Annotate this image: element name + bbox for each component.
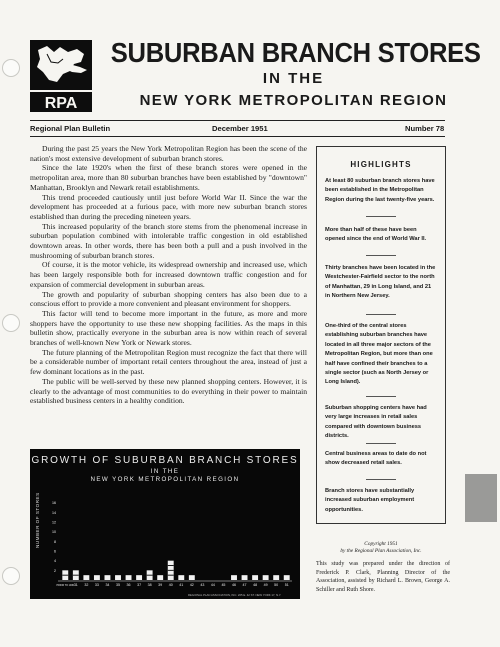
issue-date: December 1951 xyxy=(212,124,268,133)
y-tick-label: 2 xyxy=(54,568,56,573)
x-tick-label: 36 xyxy=(126,583,131,587)
meta-rule-top xyxy=(30,120,445,121)
chart-bar xyxy=(105,575,111,580)
growth-chart xyxy=(30,449,300,599)
highlight-item: Central business areas to date do not show decreased retail sales. xyxy=(325,451,427,467)
chart-bar xyxy=(273,575,279,580)
y-tick-label: 6 xyxy=(54,549,56,554)
x-tick-label: PRIOR TO 1930 xyxy=(56,584,74,587)
chart-bar xyxy=(136,575,142,580)
chart-subtitle: IN THE xyxy=(150,468,180,475)
binder-hole-bottom xyxy=(2,567,20,585)
x-tick-label: 48 xyxy=(253,583,258,587)
x-tick-label: 40 xyxy=(168,583,173,587)
highlight-divider xyxy=(366,216,396,217)
copyright-line: Copyright 1951 xyxy=(364,541,398,547)
x-tick-label: 51 xyxy=(284,583,289,587)
chart-bar xyxy=(284,575,290,580)
copyright xyxy=(316,541,446,555)
body-paragraph: Since the late 1920's when the first of these branch stores were opened in the metropolitan area, more than 80 suburban branches have been established by "downtown" Manhattan, Brooklyn and Newark retail establishments. xyxy=(30,163,307,192)
x-tick-label: 34 xyxy=(105,583,110,587)
binder-hole-top xyxy=(2,59,20,77)
x-tick-label: 49 xyxy=(263,583,268,587)
x-tick-label: 47 xyxy=(242,583,247,587)
chart-subtitle: NEW YORK METROPOLITAN REGION xyxy=(90,476,240,483)
binder-hole-middle xyxy=(2,314,20,332)
body-paragraph: This factor will tend to become more important in the future, as more and more shoppers have the opportunity to use these new shopping facilities. As the maps in this bulletin show, practically everyone in the suburban area is now within reach of several branches of well-known New York or Newark stores. xyxy=(30,308,307,348)
y-tick-label: 16 xyxy=(52,501,56,506)
x-tick-label: 43 xyxy=(200,583,205,587)
publication-name: Regional Plan Bulletin xyxy=(30,124,111,133)
x-tick-label: 42 xyxy=(189,583,194,587)
body-paragraph: The growth and popularity of suburban shopping centers has also been due to a conscious effort to provide a more convenient and pleasant environment for shoppers. xyxy=(30,289,307,309)
chart-bar xyxy=(242,575,248,580)
logo-text: RPA xyxy=(44,95,78,112)
body-text xyxy=(30,144,307,406)
highlight-item: Thirty branches have been located in the Westchester-Fairfield sector to the north of Manhattan, 29 in Long Island, and 21 in Northern New Jersey. xyxy=(325,265,436,300)
x-tick-label: 39 xyxy=(158,583,163,587)
chart-bar xyxy=(178,575,184,580)
body-paragraph: The public will be well-served by these new planned shopping centers. However, it is clearly to the advantage of most communities to do everything in their power to maintain established business centers in a healthy condition. xyxy=(30,376,307,406)
credit-note: This study was prepared under the direction of Frederick P. Clark, Planning Director of the Association, assisted by Richard L. Brown, George A. Schiller and Ruth Shore. xyxy=(316,561,450,593)
index-tab xyxy=(465,474,497,522)
highlight-item: At least 80 suburban branch stores have been established in the Metropolitan Region during the last twenty-five years. xyxy=(325,178,435,203)
x-tick-label: 32 xyxy=(84,583,89,587)
title-line-2: IN THE xyxy=(262,70,325,87)
x-tick-label: 37 xyxy=(137,583,142,587)
title-line-3: NEW YORK METROPOLITAN REGION xyxy=(139,92,448,109)
highlight-item: One-third of the central stores establishing suburban branches have located in all three major sectors of the Metropolitan Region, but more than one half have confined their branches to a single sector (such as North Jersey or Long Island). xyxy=(325,323,433,386)
x-tick-label: 44 xyxy=(210,583,215,587)
chart-y-axis-label: NUMBER OF STORES xyxy=(35,492,40,548)
y-tick-label: 14 xyxy=(52,510,56,515)
chart-bar xyxy=(126,575,132,580)
x-tick-label: 46 xyxy=(232,583,236,587)
x-tick-label: 31 xyxy=(73,583,78,587)
meta-rule-bottom xyxy=(30,136,445,137)
chart-bar xyxy=(189,575,195,580)
highlight-divider xyxy=(366,396,396,397)
x-tick-label: 41 xyxy=(179,583,184,587)
issue-number: Number 78 xyxy=(405,124,445,133)
y-tick-label: 8 xyxy=(54,539,56,544)
body-paragraph: The future planning of the Metropolitan Region must recognize the fact that there will be a considerable number of important retail centers throughout the area, instead of just a few dominant locations as in the past. xyxy=(30,347,307,377)
y-tick-label: 10 xyxy=(52,530,56,535)
highlight-item: Suburban shopping centers have had very large increases in retail sales compared with downtown business districts. xyxy=(325,405,427,440)
page-title: SUBURBAN BRANCH STORES xyxy=(110,37,481,68)
body-paragraph: This trend proceeded cautiously until just before World War II. Since the war the development has proceeded at a furious pace, with more new suburban branch stores established than during the preceding nineteen years. xyxy=(30,192,307,221)
body-paragraph: During the past 25 years the New York Metropolitan Region has been the scene of the nation's most extensive development of suburban branch stores. xyxy=(30,144,307,163)
chart-bar xyxy=(252,575,258,580)
highlight-item: More than half of these have been opened since the end of World War II. xyxy=(325,227,427,243)
y-tick-label: 4 xyxy=(54,559,56,564)
x-tick-label: 33 xyxy=(94,583,99,587)
body-paragraph: Of course, it is the motor vehicle, its widespread ownership and increased use, which has been largely responsible both for increased downtown traffic congestion and for expansion of commercial development in suburban areas. xyxy=(30,260,307,289)
x-tick-label: 50 xyxy=(274,583,279,587)
copyright-line: by the Regional Plan Association, Inc. xyxy=(340,548,422,554)
chart-bar xyxy=(115,575,121,580)
x-tick-label: 45 xyxy=(221,583,226,587)
highlight-divider xyxy=(366,255,396,256)
y-tick-label: 12 xyxy=(52,520,56,525)
chart-bar xyxy=(83,575,89,580)
highlight-divider xyxy=(366,479,396,480)
highlights-title: HIGHLIGHTS xyxy=(350,160,412,169)
rpa-logo xyxy=(30,40,92,112)
chart-bar xyxy=(94,575,100,580)
highlight-divider xyxy=(366,314,396,315)
body-paragraph: This increased popularity of the branch store stems from the phenomenal increase in suburban population combined with intolerable traffic congestion in old established downtown areas. In other words, there has been both a pull and a push involved in the mushrooming of suburban branch stores. xyxy=(30,221,307,260)
chart-bar xyxy=(157,575,163,580)
chart-bar xyxy=(231,575,237,580)
x-tick-label: 35 xyxy=(116,583,120,587)
chart-source: REGIONAL PLAN ASSOCIATION, INC. 205 E. 42 ST. NEW YORK 17, N.Y. xyxy=(188,593,282,597)
chart-title: GROWTH OF SUBURBAN BRANCH STORES xyxy=(31,455,299,466)
chart-bar xyxy=(263,575,269,580)
highlight-item: Branch stores have substantially increased suburban employment opportunities. xyxy=(325,488,415,513)
x-tick-label: 38 xyxy=(147,583,152,587)
highlight-divider xyxy=(366,443,396,444)
